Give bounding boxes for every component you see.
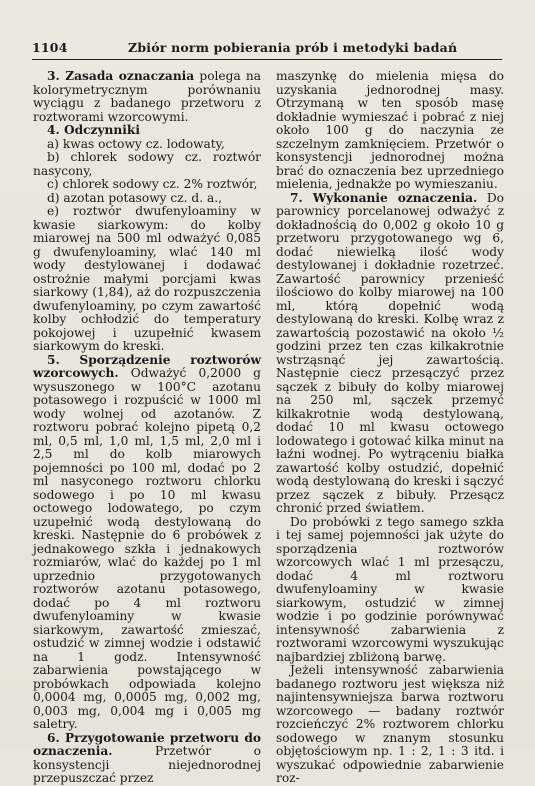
left-column bbox=[33, 70, 261, 786]
procedure-paragraph-3: Jeżeli intensywność zabarwienia badanego roztworu jest większa niż najintensywniejsza barwa roztworu wzorcowego — badany roztwór rozcieńczyć 2% roztworem chlorku sodowego w znanym stosunku objętościowym np. 1 : 2, 1 : 3 itd. i wyszukać odpowiednie zabarwienie roz- bbox=[276, 663, 504, 785]
reagent-d: d) azotan potasowy cz. d. a., bbox=[47, 190, 222, 205]
section-4-heading: 4. Odczynniki bbox=[47, 123, 140, 137]
page-number: 1104 bbox=[32, 40, 68, 55]
section-6-text: Przetwór o konsystencji niejednorodnej przepuszczać przez bbox=[33, 744, 261, 785]
header-rule bbox=[32, 59, 502, 60]
procedure-paragraph-2: Do probówki z tego samego szkła i tej samej pojemności jak użyte do sporządzenia roztworów wzorcowych wlać 1 ml przesączu, dodać 4 ml roztworu dwufenyloaminy w kwasie siarkowym, ostudzić w zimnej wodzie i po godzinie porównywać intensywność zabarwienia z roztworami wzorcowymi wyszukując najbardziej zbliżoną barwę. bbox=[276, 514, 504, 664]
page-header bbox=[32, 40, 502, 56]
section-5-text: Odważyć 0,2000 g wysuszonego w 100°C azotanu potasowego i rozpuścić w 1000 ml wody wolnej od azotanów. Z roztworu pobrać kolejno pipetą 0,2 ml, 0,5 ml, 1,0 ml, 1,5 ml, 2,0 ml i 2,5 ml do kolb miarowych pojemności po 100 ml, dodać po 2 ml nasyconego roztworu chlorku sodowego i po 10 ml kwasu octowego lodowatego, po czym uzupełnić wodą destylowaną do kreski. Następnie do 6 probówek z jednakowego szkła i jednakowych rozmiarów, wlać do każdej po 1 ml uprzednio przygotowanych roztworów azotanu potasowego, dodać po 4 ml roztworu dwufenyloaminy w kwasie siarkowym, zawartość zmieszać, ostudzić w zimnej wodzie i odstawić na 1 godz. Intensywność zabarwienia powstającego w probówkach odpowiada kolejno 0,0004 mg, 0,0005 mg, 0,002 mg, 0,003 mg, 0,004 mg i 0,005 mg saletry. bbox=[33, 366, 261, 731]
reagent-c: c) chlorek sodowy cz. 2% roztwór, bbox=[47, 177, 258, 191]
section-3-text: polega na kolorymetrycznym porównaniu wyciągu z badanego przetworu z roztworami wzorcowymi. bbox=[33, 69, 261, 124]
section-3-heading: 3. Zasada oznaczania bbox=[47, 69, 195, 83]
running-title: Zbiór norm pobierania prób i metodyki badań bbox=[128, 40, 458, 55]
section-7-text: Do parownicy porcelanowej odważyć z dokładnością do 0,002 g około 10 g przetworu przygotowanego wg 6, dodać niewielką ilość wody destylowanej i dokładnie rozetrzeć. Zawartość parownicy przenieść ilościowo do kolby miarowej na 100 ml, którą dopełnić wodą destylowaną do kreski. Kolbę wraz z zawartością pozostawić na około ½ godzini przez ten czas kilkakrotnie wstrząsnąć jej zawartością. Następnie ciecz przesączyć przez sączek z bibuły do kolby miarowej na 250 ml, sączek przemyć kilkakrotnie wodą destylowaną, dodać 10 ml kwasu octowego lodowatego i gotować kilka minut na łaźni wodnej. Po wytrąceniu białka zawartość kolby ostudzić, dopełnić wodą destylowaną do kreski i sączyć przez sączek z bibuły. Przesącz chronić przed światłem. bbox=[276, 190, 504, 515]
reagent-b: b) chlorek sodowy cz. roztwór nasycony, bbox=[33, 150, 261, 178]
section-6-continuation: maszynkę do mielenia mięsa do uzyskania jednorodnej masy. Otrzymaną w ten sposób masę dokładnie wymieszać i pobrać z niej około 100 g do naczynia ze szczelnym zamknięciem. Przetwór o konsystencji jednorodnej można brać do oznaczenia bez uprzedniego mielenia, jednakże po wymieszaniu. bbox=[276, 69, 504, 191]
section-7-paragraph bbox=[276, 192, 504, 516]
section-5-paragraph bbox=[33, 354, 261, 732]
section-7-heading: 7. Wykonanie oznaczenia. bbox=[290, 190, 478, 205]
reagent-a: a) kwas octowy cz. lodowaty, bbox=[47, 136, 225, 151]
reagent-e: e) roztwór dwufenyloaminy w kwasie siarkowym: do kolby miarowej na 500 ml odważyć 0,085 g dwufenyloaminy, wlać 140 ml wody destylowanej i dodawać ostrożnie małymi porcjami kwas siarkowy (1,84), aż do rozpuszczenia dwufenyloaminy, po czym zawartość kolby ochłodzić do temperatury pokojowej i uzupełnić kwasem siarkowym do kreski. bbox=[33, 204, 261, 353]
right-column bbox=[276, 70, 504, 786]
section-6-heading: 6. Przygotowanie przetworu do oznaczenia. bbox=[33, 730, 261, 758]
section-5-heading: 5. Sporządzenie roztworów wzorcowych. bbox=[33, 352, 261, 380]
section-4-paragraph bbox=[33, 124, 261, 138]
section-6-paragraph bbox=[33, 732, 261, 786]
section-3-paragraph bbox=[33, 70, 261, 124]
